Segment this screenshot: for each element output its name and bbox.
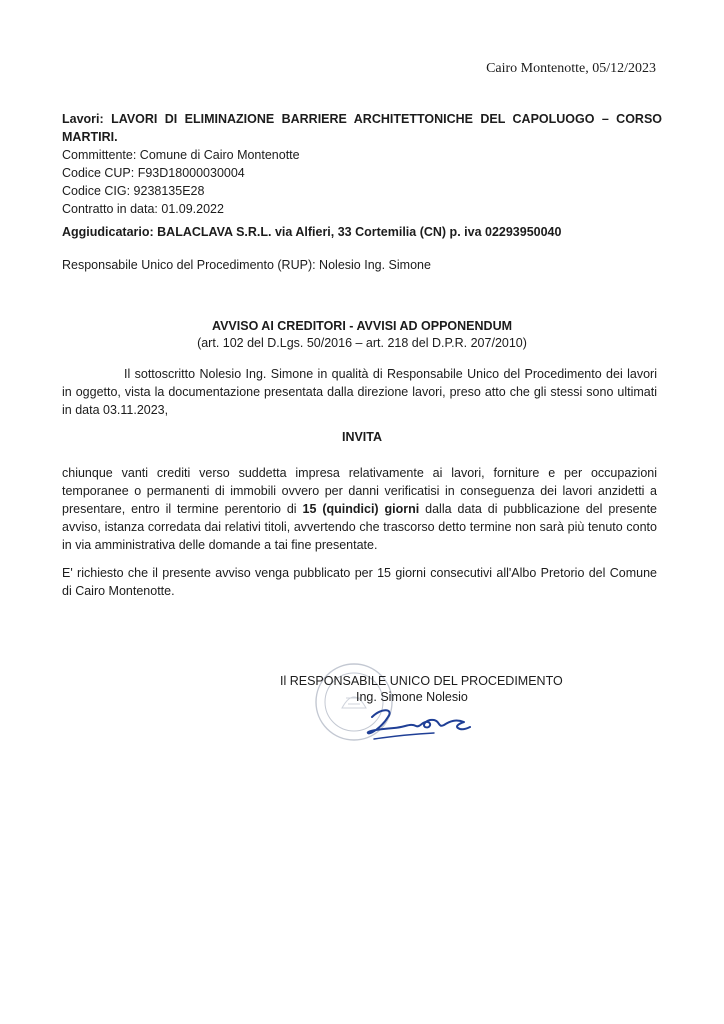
rup-line: Responsabile Unico del Procedimento (RUP): Nolesio Ing. Simone — [62, 258, 431, 272]
creditors-paragraph — [62, 464, 657, 554]
creditors-text-after: dalla data di pubblicazione del presente avviso, istanza corredata dai relativi titoli, avvertendo che trascorso detto termine non sarà più tenuto conto in via amministrativa delle domande a tai fine presentate. — [62, 502, 658, 552]
cig-code-line: Codice CIG: 9238135E28 — [62, 184, 205, 198]
works-title: LAVORI DI ELIMINAZIONE BARRIERE ARCHITETTONICHE DEL CAPOLUOGO – CORSO MARTIRI. — [62, 112, 663, 144]
works-label: Lavori: — [62, 112, 104, 126]
cup-code-line: Codice CUP: F93D18000030004 — [62, 166, 245, 180]
client-line: Committente: Comune di Cairo Montenotte — [62, 148, 300, 162]
awarded-label: Aggiudicatario: — [62, 225, 154, 239]
signatory-role: Il RESPONSABILE UNICO DEL PROCEDIMENTO — [280, 674, 563, 688]
works-title-block — [62, 110, 662, 146]
awarded-text: BALACLAVA S.R.L. via Alfieri, 33 Cortemilia (CN) p. iva 02293950040 — [157, 225, 562, 239]
publication-paragraph: E' richiesto che il presente avviso venga pubblicato per 15 giorni consecutivi all'Albo Pretorio del Comune di Cairo Montenotte. — [62, 566, 657, 598]
invita-heading: INVITA — [341, 430, 383, 444]
intro-paragraph: Il sottoscritto Nolesio Ing. Simone in qualità di Responsabile Unico del Procedimento dei lavori in oggetto, vista la documentazione presentata dalla direzione lavori, preso atto che gli stessi sono ultimati in data 03.11.2023, — [62, 367, 657, 417]
works-header — [62, 110, 662, 218]
creditors-text-before: chiunque vanti crediti verso suddetta impresa relativamente ai lavori, forniture e per occupazioni temporanee o permanenti di immobili ovvero per danni verificatisi in conseguenza dei lavori anzidetti a presentare, entro il termine perentorio di — [62, 466, 657, 516]
date-line: Cairo Montenotte, 05/12/2023 — [486, 61, 656, 76]
deadline-bold: 15 (quindici) giorni — [302, 502, 420, 516]
notice-subtitle: (art. 102 del D.Lgs. 50/2016 – art. 218 del D.P.R. 207/2010) — [197, 336, 527, 350]
notice-title: AVVISO AI CREDITORI - AVVISI AD OPPONENDUM — [211, 319, 513, 333]
handwritten-signature-icon — [360, 703, 475, 745]
signatory-name: Ing. Simone Nolesio — [356, 690, 468, 704]
contract-date-line: Contratto in data: 01.09.2022 — [62, 202, 224, 216]
awarded-line — [62, 225, 561, 239]
